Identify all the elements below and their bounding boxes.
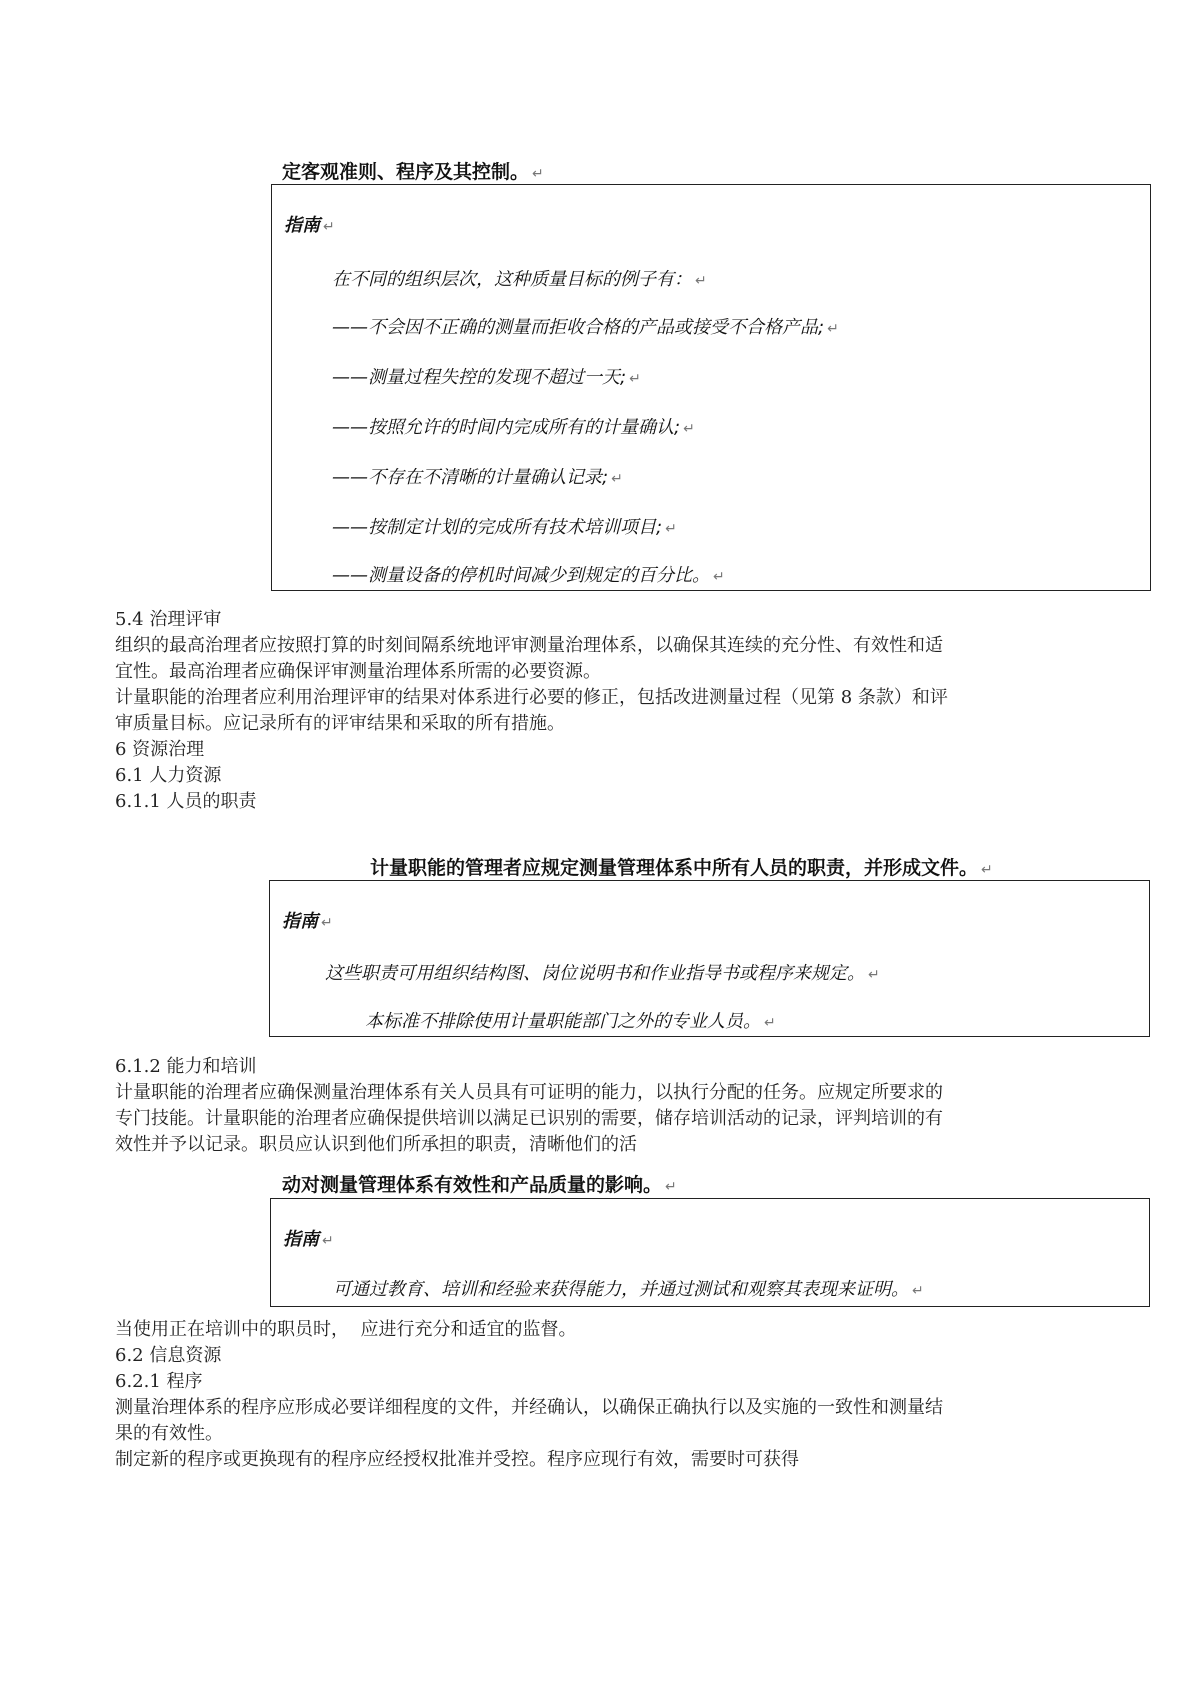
block3-intro: 动对测量管理体系有效性和产品质量的影响。 ↵ [282,1174,677,1196]
paragraph-line: 计量职能的治理者应确保测量治理体系有关人员具有可证明的能力，以执行分配的任务。应规定所要求的 [115,1082,943,1103]
guide-title: 指南 ↵ [282,911,333,932]
paragraph-line: 当使用正在培训中的职员时， 应进行充分和适宜的监督。 [115,1319,577,1340]
paragraph-line: 宜性。最高治理者应确保评审测量治理体系所需的必要资源。 [115,661,601,682]
section-heading-6-1-2: 6.1.2 能力和培训 [115,1056,257,1077]
paragraph-line: 测量治理体系的程序应形成必要详细程度的文件，并经确认，以确保正确执行以及实施的一致性和测量结 [115,1397,943,1418]
guide-line: ——不会因不正确的测量而拒收合格的产品或接受不合格产品; ↵ [332,317,839,338]
paragraph-line: 审质量目标。应记录所有的评审结果和采取的所有措施。 [115,713,565,734]
guide-line: 这些职责可用组织结构图、岗位说明书和作业指导书或程序来规定。 ↵ [325,963,880,984]
paragraph-line: 计量职能的治理者应利用治理评审的结果对体系进行必要的修正，包括改进测量过程（见第 8 条款）和评 [115,687,948,708]
guide-title: 指南 ↵ [283,1229,334,1250]
section-heading-6-2-1: 6.2.1 程序 [115,1371,203,1392]
guide-line: ——不存在不清晰的计量确认记录; ↵ [332,467,623,488]
guide-line: ——测量过程失控的发现不超过一天; ↵ [332,367,641,388]
block2-intro: 计量职能的管理者应规定测量管理体系中所有人员的职责，并形成文件。 ↵ [370,857,993,879]
paragraph-mark-icon: ↵ [532,166,544,182]
block1-intro: 定客观准则、程序及其控制。 ↵ [282,161,544,183]
guide-box-1 [271,184,1151,591]
guide-line: ——按制定计划的完成所有技术培训项目; ↵ [332,517,677,538]
guide-line: 在不同的组织层次，这种质量目标的例子有： ↵ [332,269,707,290]
guide-line: 可通过教育、培训和经验来获得能力，并通过测试和观察其表现来证明。 ↵ [333,1279,924,1300]
guide-line: 本标准不排除使用计量职能部门之外的专业人员。 ↵ [365,1011,776,1032]
section-heading-6-1-1: 6.1.1 人员的职责 [115,791,257,812]
paragraph-line: 果的有效性。 [115,1423,223,1444]
section-heading-6-1: 6.1 人力资源 [115,765,222,786]
guide-box-3 [270,1198,1150,1307]
paragraph-line: 效性并予以记录。职员应认识到他们所承担的职责，清晰他们的活 [115,1134,637,1155]
section-heading-6-2: 6.2 信息资源 [115,1345,222,1366]
section-heading-5-4: 5.4 治理评审 [115,609,222,630]
paragraph-line: 组织的最高治理者应按照打算的时刻间隔系统地评审测量治理体系，以确保其连续的充分性、有效性和适 [115,635,943,656]
section-heading-6: 6 资源治理 [115,739,205,760]
paragraph-line: 制定新的程序或更换现有的程序应经授权批准并受控。程序应现行有效，需要时可获得 [115,1449,799,1470]
guide-line: ——测量设备的停机时间减少到规定的百分比。 ↵ [332,565,725,586]
guide-title: 指南 ↵ [284,215,335,236]
guide-box-2 [269,880,1150,1037]
paragraph-line: 专门技能。计量职能的治理者应确保提供培训以满足已识别的需要，储存培训活动的记录，评判培训的有 [115,1108,943,1129]
guide-line: ——按照允许的时间内完成所有的计量确认; ↵ [332,417,695,438]
